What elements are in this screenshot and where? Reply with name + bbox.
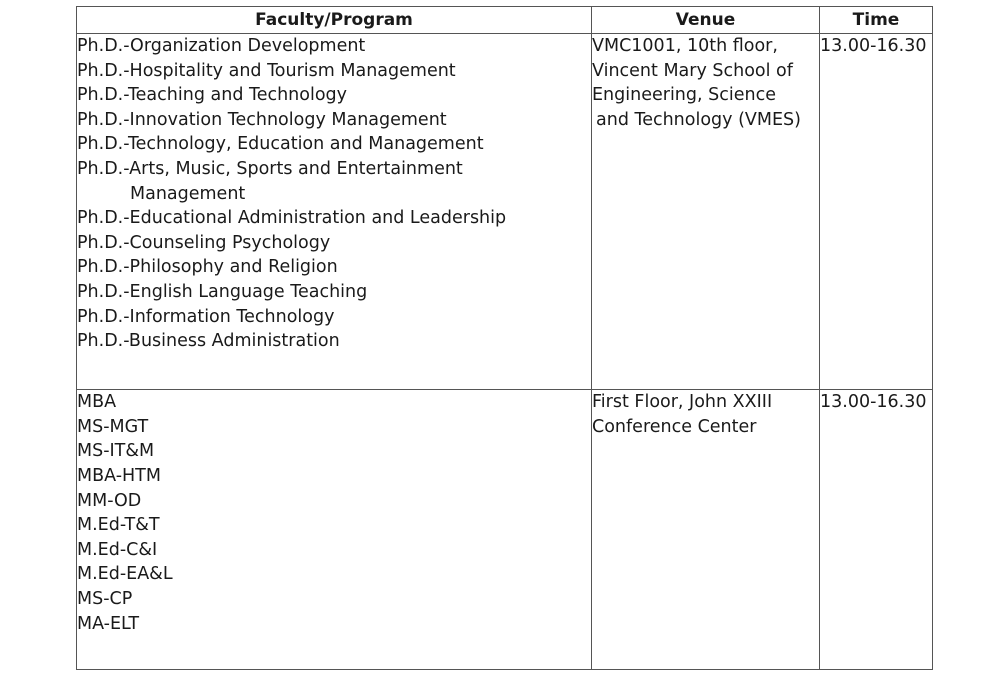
program-list-masters [77,390,592,670]
program-item: M.Ed-C&I [77,539,158,560]
venue-line: Vincent Mary School of [592,60,793,81]
venue-cell [592,390,820,670]
program-item: Ph.D.-Philosophy and Religion [77,257,338,278]
program-item-continuation: Management [130,183,246,204]
program-item: MA-ELT [77,613,140,634]
table-row [77,34,933,390]
program-item: Ph.D.-Teaching and Technology [77,85,348,106]
program-item: MS-CP [77,588,133,609]
program-item: M.Ed-T&T [77,515,160,536]
program-item: MM-OD [77,490,142,511]
program-item: Ph.D.-Technology, Education and Management [77,134,484,155]
venue-line: VMC1001, 10th floor, [592,36,778,56]
program-item: MBA [77,392,117,413]
venue-cell [592,34,820,390]
time-cell: 13.00-16.30 [820,34,933,390]
program-item: MS-IT&M [77,441,155,462]
header-row [77,7,933,34]
program-item: Ph.D.-Hospitality and Tourism Management [77,60,456,81]
venue-line: First Floor, John XXIII [592,392,773,413]
header-time: Time [820,7,933,34]
program-item: Ph.D.-Counseling Psychology [77,232,331,253]
program-item: Ph.D.-Innovation Technology Management [77,109,447,130]
program-list-phd [77,34,592,390]
table-row [77,390,933,670]
program-item: Ph.D.-Organization Development [77,36,366,56]
program-item: Ph.D.-Information Technology [77,306,335,327]
venue-line: Conference Center [592,416,757,437]
program-item: MBA-HTM [77,465,161,486]
schedule-table [76,6,933,670]
program-item: Ph.D.-Educational Administration and Leadership [77,208,507,229]
program-item: Ph.D.-English Language Teaching [77,281,368,302]
program-item: MS-MGT [77,416,149,437]
venue-line: and Technology (VMES) [596,109,801,130]
program-item: Ph.D.-Arts, Music, Sports and Entertainment [77,158,463,179]
program-item: Ph.D.-Business Administration [77,331,340,352]
header-venue: Venue [592,7,820,34]
header-program: Faculty/Program [77,7,592,34]
program-item: M.Ed-EA&L [77,564,173,585]
venue-line: Engineering, Science [592,85,776,106]
time-cell: 13.00-16.30 [820,390,933,670]
